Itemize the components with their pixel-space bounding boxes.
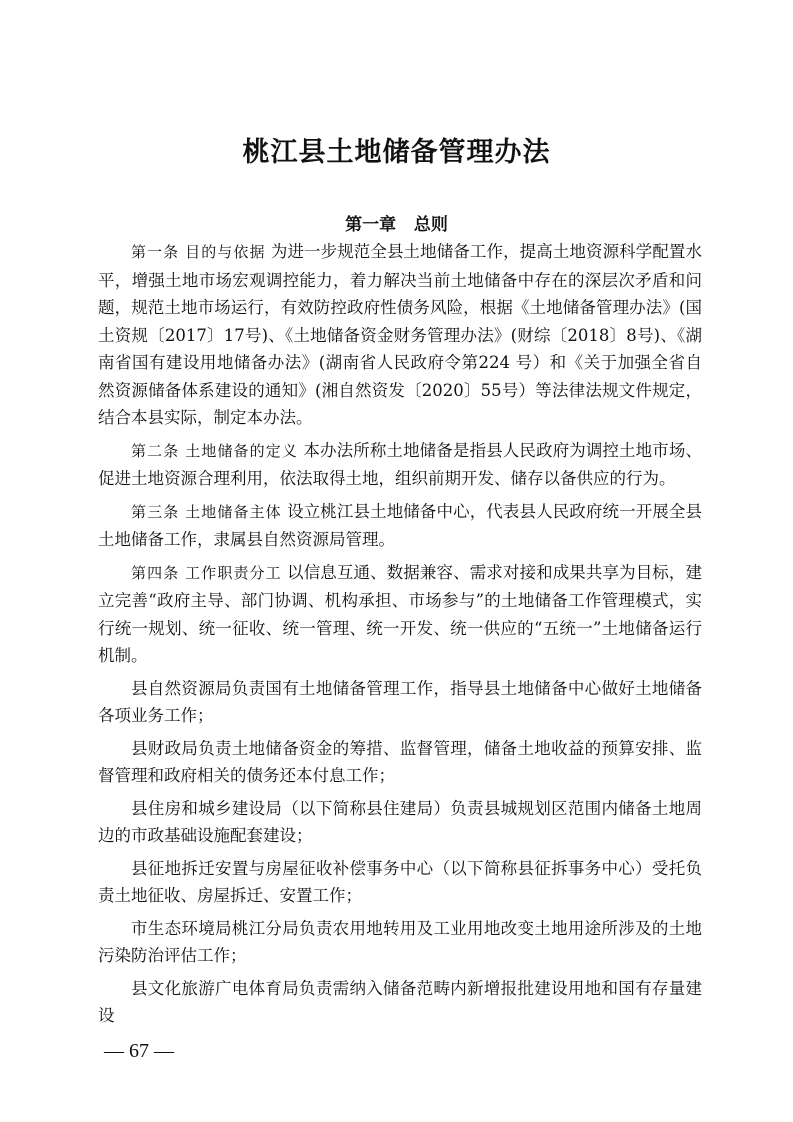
- duty-natural-resources-paragraph: 县自然资源局负责国有土地储备管理工作，指导县土地储备中心做好土地储备各项业务工作；: [98, 678, 702, 725]
- article-2-text: 本办法所称土地储备是指县人民政府为调控土地市场、促进土地资源合理利用，依法取得土地，组织前期开发、储存以备供应的行为。: [98, 440, 702, 488]
- article-4-text: 以信息互通、数据兼容、需求对接和成果共享为目标，建立完善“政府主导、部门协调、机构承担、市场参与”的土地储备工作管理模式，实行统一规划、统一征收、统一管理、统一开发、统一供应的“五统一”土地储备运行机制。: [98, 562, 702, 665]
- article-3-heading: 第三条 土地储备主体: [131, 502, 282, 521]
- duty-culture-tourism-paragraph: 县文化旅游广电体育局负责需纳入储备范畴内新增报批建设用地和国有存量建设: [98, 978, 702, 1025]
- page-number: — 67 —: [104, 1040, 174, 1062]
- document-body: [98, 238, 702, 1035]
- duty-environment-paragraph: 市生态环境局桃江分局负责农用地转用及工业用地改变土地用途所涉及的土地污染防治评估工作；: [98, 918, 702, 965]
- article-2-heading: 第二条 土地储备的定义: [131, 441, 299, 460]
- article-1-paragraph: [98, 238, 702, 432]
- article-3-paragraph: [98, 498, 702, 554]
- article-3-text: 设立桃江县土地储备中心，代表县人民政府统一开展全县土地储备工作，隶属县自然资源局管理。: [98, 501, 702, 549]
- chapter-heading: 第一章 总则: [345, 215, 448, 235]
- article-4-paragraph: [98, 559, 702, 670]
- article-1-heading: 第一条 目的与依据: [131, 243, 266, 261]
- article-2-paragraph: [98, 437, 702, 493]
- duty-housing-paragraph: 县住房和城乡建设局（以下简称县住建局）负责县城规划区范围内储备土地周边的市政基础设施配套建设；: [98, 798, 702, 845]
- article-4-heading: 第四条 工作职责分工: [131, 563, 282, 582]
- duty-land-acquisition-paragraph: 县征地拆迁安置与房屋征收补偿事务中心（以下简称县征拆事务中心）受托负责土地征收、房屋拆迁、安置工作；: [98, 858, 702, 905]
- document-title: 桃江县土地储备管理办法: [242, 137, 551, 168]
- article-1-text: 为进一步规范全县土地储备工作，提高土地资源科学配置水平，增强土地市场宏观调控能力，着力解决当前土地储备中存在的深层次矛盾和问题，规范土地市场运行，有效防控政府性债务风险，根据《土地储备管理办法》(国土资规〔2017〕17号)、《土地储备资金财务管理办法》(财综〔2018〕8号)、《湖南省国有建设用地储备办法》(湖南省人民政府令第224 号）和《关于加强全省自然资源储备体系建设的通知》(湘自然资发〔2020〕55号）等法律法规文件规定，结合本县实际，制定本办法。: [98, 242, 702, 427]
- duty-finance-paragraph: 县财政局负责土地储备资金的筹措、监督管理，储备土地收益的预算安排、监督管理和政府相关的债务还本付息工作；: [98, 738, 702, 785]
